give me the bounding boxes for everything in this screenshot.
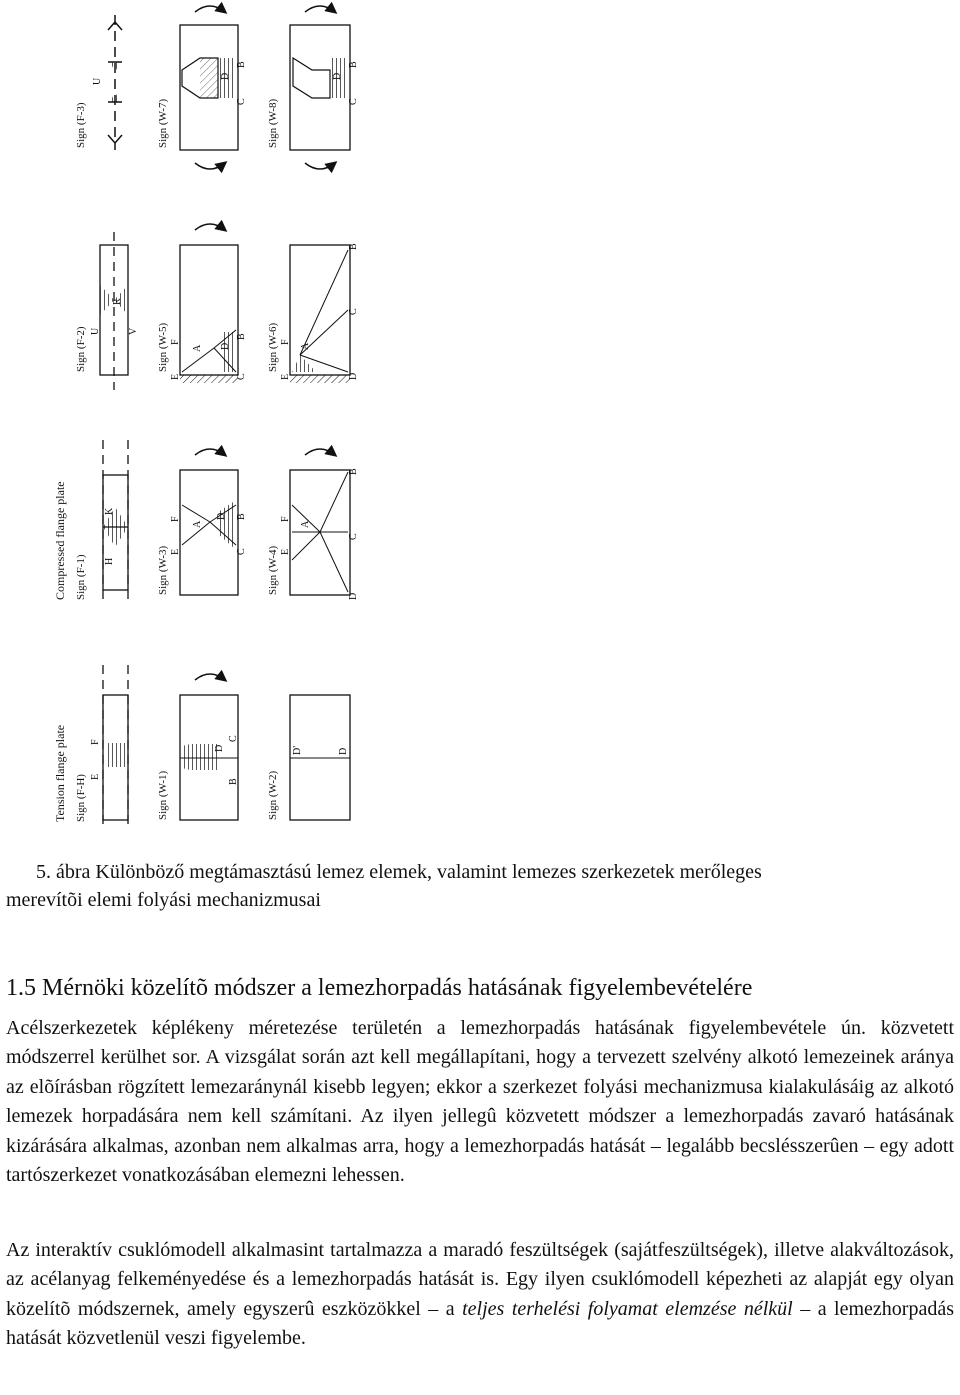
panel-w3-sign: Sign (W-3)	[157, 545, 169, 595]
row-4	[53, 665, 350, 830]
row-2	[75, 224, 359, 390]
panel-w3-letter-d: D	[216, 512, 227, 520]
panel-f3	[75, 15, 122, 150]
panel-w7-letter-c: C	[236, 98, 247, 105]
panel-w4-letter-c: C	[348, 533, 359, 540]
panel-w5-letter-e: E	[170, 373, 181, 380]
panel-w6-letter-d: D	[348, 372, 359, 380]
panel-w5-letter-b: B	[236, 333, 247, 340]
panel-w1	[157, 674, 239, 820]
panel-w1-letter-c: C	[228, 735, 239, 742]
panel-w3-letter-f: F	[170, 516, 181, 522]
panel-f1-letter-h: H	[104, 557, 115, 565]
figure-caption	[6, 858, 954, 914]
paragraph-1: Acélszerkezetek képlékeny méretezése területén a lemezhorpadás hatásának figyelembevétele ún. közvetett módszerrel kerülhet sor. A vizsgálat során azt kell megállapítani, hogy a tervezett szelvény alkotó lemezeinek aránya az elõírásban rögzített lemezaránynál kisebb legyen; ekkor a szerkezet folyási mechanizmusa kialakulásáig az alkotó lemezek horpadására nem kell számítani. Az ilyen jellegû közvetett módszer a lemezhorpadás zavaró hatásának kizárására alkalmas, azonban nem alkalmas arra, hogy a lemezhorpadás hatását – legalább becslésszerûen – egy adott tartószerkezet vonatkozásában elemezni lehessen.	[6, 1017, 954, 1187]
panel-w2-sign: Sign (W-2)	[267, 770, 279, 820]
panel-w5-letter-a: A	[192, 344, 203, 352]
panel-f3-letter: U	[92, 77, 103, 85]
panel-w6-letter-c: C	[348, 308, 359, 315]
panel-w7-sign: Sign (W-7)	[157, 98, 169, 148]
compressed-flange-label: Compressed flange plate	[53, 481, 67, 600]
panel-w3-letter-e: E	[170, 548, 181, 555]
tension-flange-label: Tension flange plate	[53, 724, 67, 822]
panel-w1-letter-b: B	[228, 778, 239, 785]
panel-w1-sign: Sign (W-1)	[157, 770, 169, 820]
panel-w5	[157, 224, 247, 383]
panel-w8-sign: Sign (W-8)	[267, 98, 279, 148]
panel-f2	[75, 232, 139, 390]
panel-f2-letter-v: V	[128, 327, 139, 335]
panel-f2-letter-r: R	[112, 298, 123, 305]
panel-w5-sign: Sign (W-5)	[157, 322, 169, 372]
panel-w6	[267, 243, 359, 383]
panel-w2-letter-dprime: D'	[292, 745, 303, 755]
panel-w8-letter-c: C	[348, 98, 359, 105]
panel-w4	[267, 449, 359, 600]
panel-f2-sign: Sign (F-2)	[75, 326, 87, 372]
panel-w2	[267, 695, 350, 820]
panel-w4-sign: Sign (W-4)	[267, 545, 279, 595]
panel-f3-sign: Sign (F-3)	[75, 102, 87, 148]
row-1	[75, 6, 359, 169]
panel-f2-letter-u: U	[90, 327, 101, 335]
caption-line-2: merevítõi elemi folyási mechanizmusai	[6, 889, 321, 911]
panel-w7-letter-d: D	[220, 72, 231, 80]
panel-f1-letter-k: K	[104, 507, 115, 515]
row-3	[53, 440, 359, 600]
panel-w1-letter-d: D	[214, 744, 225, 752]
panel-w6-sign: Sign (W-6)	[267, 322, 279, 372]
panel-w3-letter-c: C	[236, 548, 247, 555]
paragraph-2-italic: teljes terhelési folyamat elemzése nélkül	[462, 1297, 793, 1320]
panel-w8-letter-b: B	[348, 61, 359, 68]
panel-w6-letter-b: B	[348, 243, 359, 250]
panel-fh	[75, 665, 128, 830]
panel-w3-letter-a: A	[192, 520, 203, 528]
panel-f1-sign: Sign (F-1)	[75, 554, 87, 600]
panel-w5-letter-f: F	[170, 339, 181, 345]
panel-w4-letter-a: A	[300, 520, 311, 528]
panel-w3-letter-b: B	[236, 513, 247, 520]
panel-w7-letter-b: B	[236, 61, 247, 68]
panel-w5-letter-c: C	[236, 373, 247, 380]
panel-w4-letter-f: F	[280, 516, 291, 522]
panel-w6-letter-a: A	[300, 342, 311, 350]
paragraph-2-before: Az interaktív csuklómodell alkalmasint tartalmazza a maradó feszültségek (sajátfeszültségek), illetve alakváltozások, az acélanyag felkeményedése és a lemezhorpadás hatását is. Egy ilyen csuklómodell képezheti az alapját egy olyan közelítõ módszernek, amely egyszerû eszközökkel – a	[6, 1239, 954, 1320]
panel-w8-letter-d: D	[332, 72, 343, 80]
panel-w4-letter-d: D	[348, 592, 359, 600]
panel-fh-sign: Sign (F-H)	[75, 774, 87, 822]
panel-w8	[267, 6, 359, 169]
panel-f1	[75, 440, 128, 600]
paragraph-2	[6, 1236, 954, 1354]
panel-w3	[157, 449, 247, 595]
panel-w5-letter-d: D	[220, 342, 231, 350]
caption-line-1: 5. ábra Különböző megtámasztású lemez elemek, valamint lemezes szerkezetek merőleges	[36, 861, 762, 883]
panel-fh-letter-e: E	[90, 773, 101, 780]
paragraph-2-after: – a lemezhorpadás hatását közvetlenül veszi figyelembe.	[6, 1297, 954, 1350]
panel-fh-letter-f: F	[90, 739, 101, 745]
panel-w2-letter-d: D	[338, 747, 349, 755]
section-heading: 1.5 Mérnöki közelítõ módszer a lemezhorpadás hatásának figyelembevételére	[6, 975, 753, 1001]
panel-w4-letter-e: E	[280, 548, 291, 555]
panel-w6-letter-f: F	[280, 339, 291, 345]
panel-w4-letter-b: B	[348, 468, 359, 475]
panel-w6-letter-e: E	[280, 373, 291, 380]
panel-w7	[157, 6, 247, 169]
